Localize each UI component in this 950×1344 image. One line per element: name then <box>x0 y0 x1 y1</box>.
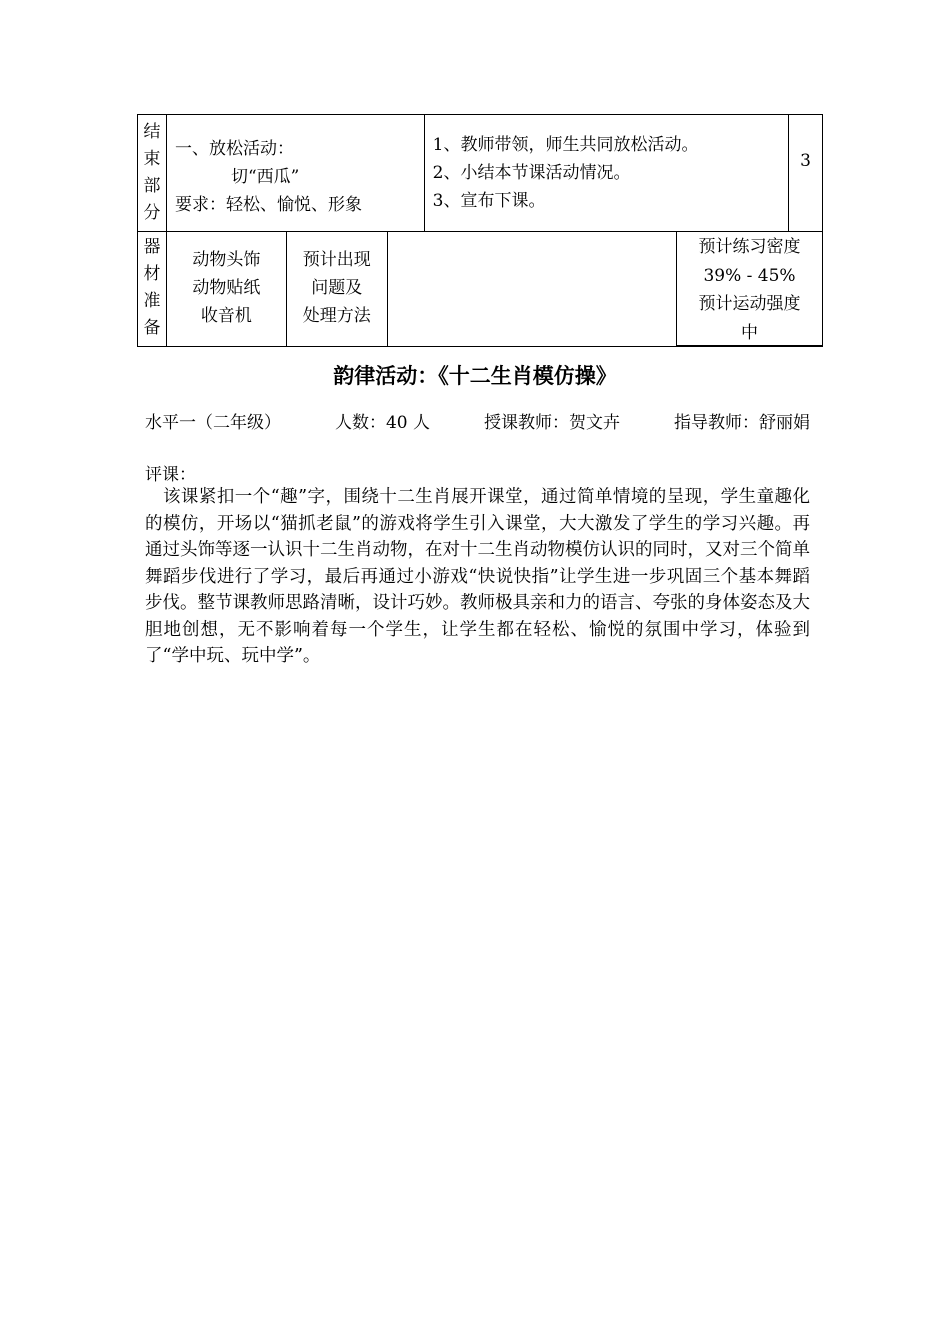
lesson-info-line <box>145 408 810 433</box>
section-char: 器 <box>143 237 161 257</box>
teacher-text: 授课教师：贺文卉 <box>484 413 621 433</box>
review-paragraph: 该课紧扣一个“趣”字，围绕十二生肖展开课堂，通过简单情境的呈现，学生童趣化的模仿，开场以“猫抓老鼠”的游戏将学生引入课堂，大大激发了学生的学习兴趣。再通过头饰等逐一认识十二生肖动物，在对十二生肖动物模仿认识的同时，又对三个简单舞蹈步伐进行了学习，最后再通过小游戏“快说快指”让学生进一步巩固三个基本舞蹈步伐。整节课教师思路清晰，设计巧妙。教师极具亲和力的语言、夸张的身体姿态及大胆地创想，无不影响着每一个学生，让学生都在轻松、愉悦的氛围中学习，体验到了“学中玩、玩中学”。 <box>145 487 810 666</box>
equipment-item: 动物贴纸 <box>192 278 261 298</box>
page-title: 韵律活动：《十二生肖模仿操》 <box>333 364 617 388</box>
equipment-item: 收音机 <box>200 306 252 326</box>
method-line: 1、教师带领，师生共同放松活动。 <box>432 135 699 155</box>
section-label-closing <box>138 115 167 232</box>
student-count-text: 人数：40 人 <box>334 413 431 433</box>
density-intensity-cell <box>676 232 822 346</box>
section-char: 材 <box>143 264 161 284</box>
method-line: 3、宣布下课。 <box>432 191 546 211</box>
method-line: 2、小结本节课活动情况。 <box>432 163 631 183</box>
problem-label-cell <box>286 232 387 347</box>
advisor-text: 指导教师：舒丽娟 <box>674 413 810 433</box>
density-label: 预计练习密度 <box>698 237 801 257</box>
content-line: 切“西瓜” <box>230 167 300 187</box>
section-label-equipment <box>138 232 167 347</box>
activity-content-cell <box>166 115 424 232</box>
section-char: 备 <box>143 318 161 338</box>
time-value: 3 <box>800 151 811 171</box>
section-char: 结 <box>143 122 161 142</box>
method-cell <box>424 115 788 232</box>
equipment-cell <box>166 232 286 347</box>
content-line: 一、放松活动： <box>174 139 294 159</box>
section-char: 束 <box>143 149 161 169</box>
problem-label-line: 预计出现 <box>302 250 371 270</box>
equipment-item: 动物头饰 <box>192 250 261 270</box>
section-char: 准 <box>143 291 161 311</box>
problem-label-line: 问题及 <box>311 278 363 298</box>
section-char: 分 <box>143 203 161 223</box>
content-line: 要求：轻松、愉悦、形象 <box>174 195 362 215</box>
time-cell <box>789 115 823 232</box>
section-char: 部 <box>143 176 161 196</box>
density-value: 39% - 45% <box>703 265 796 286</box>
problem-label-line: 处理方法 <box>302 306 371 326</box>
review-label: 评课： <box>145 465 196 485</box>
closing-section-row <box>138 115 823 232</box>
intensity-label: 预计运动强度 <box>698 294 801 314</box>
level-text: 水平一（二年级） <box>145 413 281 433</box>
intensity-value: 中 <box>741 322 758 343</box>
